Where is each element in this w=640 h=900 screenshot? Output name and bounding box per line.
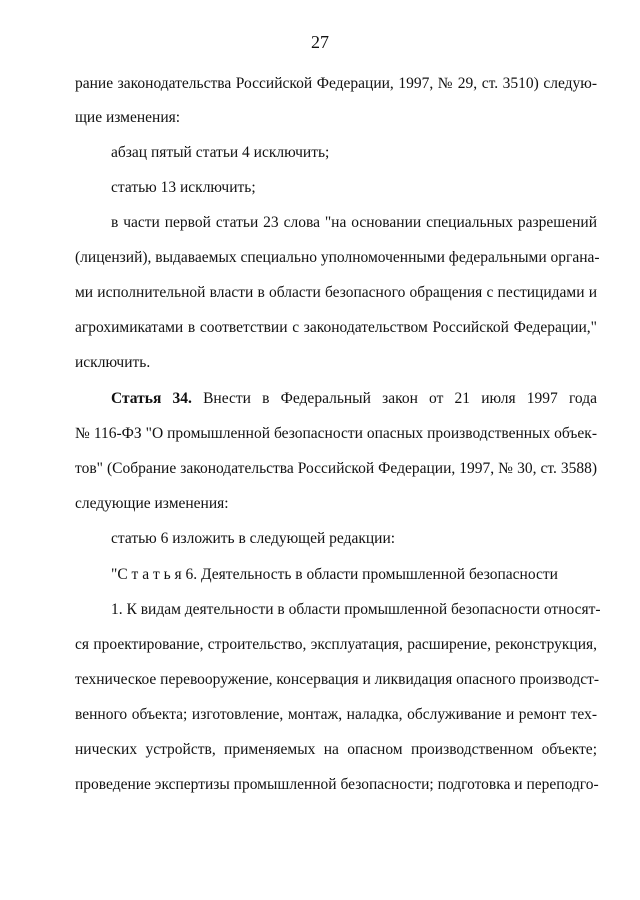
text-line: венного объекта; изготовление, монтаж, наладка, обслуживание и ремонт тех- <box>75 706 597 723</box>
text-line: статью 13 исключить; <box>111 179 256 196</box>
article-heading: Статья 34. <box>111 390 192 407</box>
text-line: (лицензий), выдаваемых специально уполномоченными федеральными органа- <box>75 249 600 266</box>
text-line: статью 6 изложить в следующей редакции: <box>111 530 396 547</box>
text-line: техническое перевооружение, консервация и ликвидация опасного производст- <box>75 671 600 688</box>
text-line: в части первой статьи 23 слова "на основании специальных разрешений <box>111 214 597 231</box>
article-6-title: "С т а т ь я 6. Деятельность в области промышленной безопасности <box>111 566 558 583</box>
text-line: щие изменения: <box>75 109 181 126</box>
text-line: абзац пятый статьи 4 исключить; <box>111 144 330 161</box>
text-line: проведение экспертизы промышленной безопасности; подготовка и переподго- <box>75 776 599 793</box>
article-34-line <box>111 389 597 409</box>
text-line: нических устройств, применяемых на опасном производственном объекте; <box>75 741 597 758</box>
article-text: Внести в Федеральный закон от 21 июля 1997 года <box>203 390 597 407</box>
text-line: тов" (Собрание законодательства Российской Федерации, 1997, № 30, ст. 3588) <box>75 460 597 477</box>
text-line: рание законодательства Российской Федерации, 1997, № 29, ст. 3510) следую- <box>75 75 597 92</box>
text-line: следующие изменения: <box>75 495 229 512</box>
text-line: 1. К видам деятельности в области промышленной безопасности относят- <box>111 601 601 618</box>
text-line: ся проектирование, строительство, эксплуатация, расширение, реконструкция, <box>75 636 597 653</box>
text-line: агрохимикатами в соответствии с законодательством Российской Федерации," <box>75 319 597 336</box>
text-line: исключить. <box>75 354 151 371</box>
text-line: ми исполнительной власти в области безопасного обращения с пестицидами и <box>75 284 597 301</box>
page-number: 27 <box>311 32 329 52</box>
text-line: № 116-ФЗ "О промышленной безопасности опасных производственных объек- <box>75 425 597 442</box>
